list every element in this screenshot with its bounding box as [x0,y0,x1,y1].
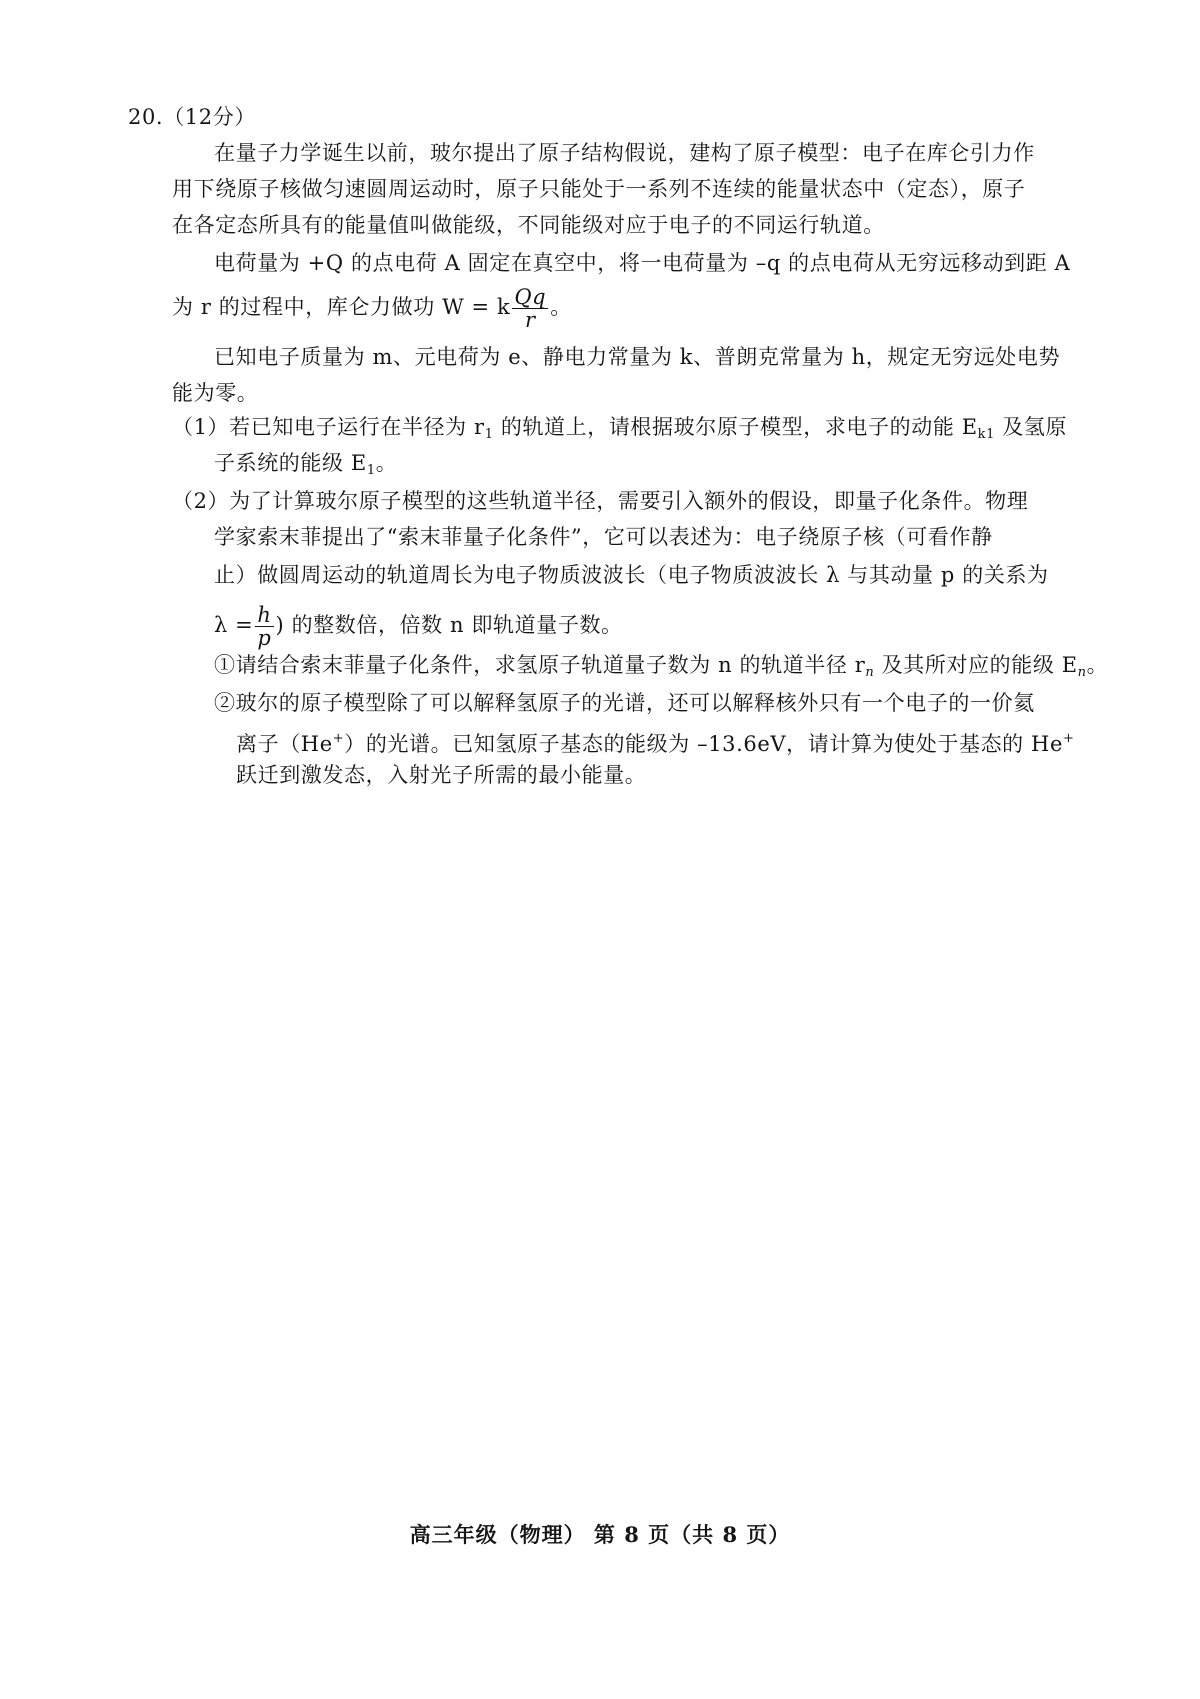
part1-text-b: 的轨道上，请根据玻尔原子模型，求电子的动能 E [493,415,978,439]
subq2-sup-plus2: + [1063,731,1075,746]
part1-line2 [214,448,397,486]
intro-p1-line3: 在各定态所具有的能量值叫做能级，不同能级对应于电子的不同运行轨道。 [172,213,885,237]
part1-sub-ek1: k1 [977,427,995,442]
work-fraction-denominator: r [524,308,536,332]
part2-subq2-line1: ②玻尔的原子模型除了可以解释氢原子的光谱，还可以解释核外只有一个电子的一价氦 [214,691,1035,715]
subq1-sub-en: n [1077,665,1087,680]
intro-p3-line2: 能为零。 [172,381,259,405]
question-score: （12分） [163,105,256,129]
question-number: 20. [128,105,164,129]
subq1-text-b: 及其所对应的能级 E [874,653,1078,677]
part1-sub-r1: 1 [484,427,494,442]
part1-l2-end: 。 [375,451,398,475]
part2-subq1 [214,650,1108,688]
page-footer: 高三年级（物理） 第 8 页（共 8 页） [409,1522,791,1547]
part2-subq2-line3: 跃迁到激发态，入射光子所需的最小能量。 [236,763,647,787]
lambda-fraction-numerator: h [257,603,272,627]
lambda-eq: λ = [214,613,254,637]
part2-l4-text: ) 的整数倍，倍数 n 即轨道量子数。 [275,613,623,637]
part1-text-c: 及氢原 [995,415,1068,439]
part2-label: （2） [172,489,230,513]
part1-line1 [172,412,1067,450]
part1-l2-text-a: 子系统的能级 E [214,451,367,475]
subq1-end: 。 [1086,653,1109,677]
intro-p2-end: 。 [550,295,572,319]
lambda-fraction [255,604,273,649]
intro-p1-line1: 在量子力学诞生以前，玻尔提出了原子结构假说，建构了原子模型：电子在库仑引力作 [214,141,1035,165]
part2-line3: 止）做圆周运动的轨道周长为电子物质波波长（电子物质波波长 λ 与其动量 p 的关系为 [214,563,1049,587]
work-fraction [512,286,548,331]
intro-p3-line1: 已知电子质量为 m、元电荷为 e、静电力常量为 k、普朗克常量为 h，规定无穷远处电势 [214,345,1061,369]
subq2-text-b: ）的光谱。已知氢原子基态的能级为 –13.6eV，请计算为使处于基态的 He [344,732,1063,756]
part2-line2: 学家索末菲提出了“索末菲量子化条件”，它可以表述为：电子绕原子核（可看作静 [214,525,993,549]
question-header [128,102,256,132]
subq2-sup-plus: + [332,731,345,746]
intro-p2-text: 为 r 的过程中，库仑力做功 W = k [172,295,511,319]
part2-line4 [214,604,623,649]
lambda-fraction-denominator: p [257,626,272,650]
subq1-text-a: ①请结合索末菲量子化条件，求氢原子轨道量子数为 n 的轨道半径 r [214,653,866,677]
subq1-sub-rn: n [865,665,875,680]
intro-p2-line2 [172,286,572,331]
work-fraction-numerator: Qq [514,285,547,309]
part1-sub-e1: 1 [366,463,376,478]
part2-line1 [172,486,1028,516]
intro-p2-line1: 电荷量为 +Q 的点电荷 A 固定在真空中，将一电荷量为 –q 的点电荷从无穷远移动到距 A [214,251,1071,275]
intro-p1-line2: 用下绕原子核做匀速圆周运动时，原子只能处于一系列不连续的能量状态中（定态），原子 [172,177,1026,201]
part2-text-l1: 为了计算玻尔原子模型的这些轨道半径，需要引入额外的假设，即量子化条件。物理 [229,489,1029,513]
part2-subq2-line2 [236,724,1075,759]
part1-label: （1） [172,415,230,439]
part1-text-a: 若已知电子运行在半径为 r [229,415,485,439]
subq2-text-a: 离子（He [236,732,333,756]
